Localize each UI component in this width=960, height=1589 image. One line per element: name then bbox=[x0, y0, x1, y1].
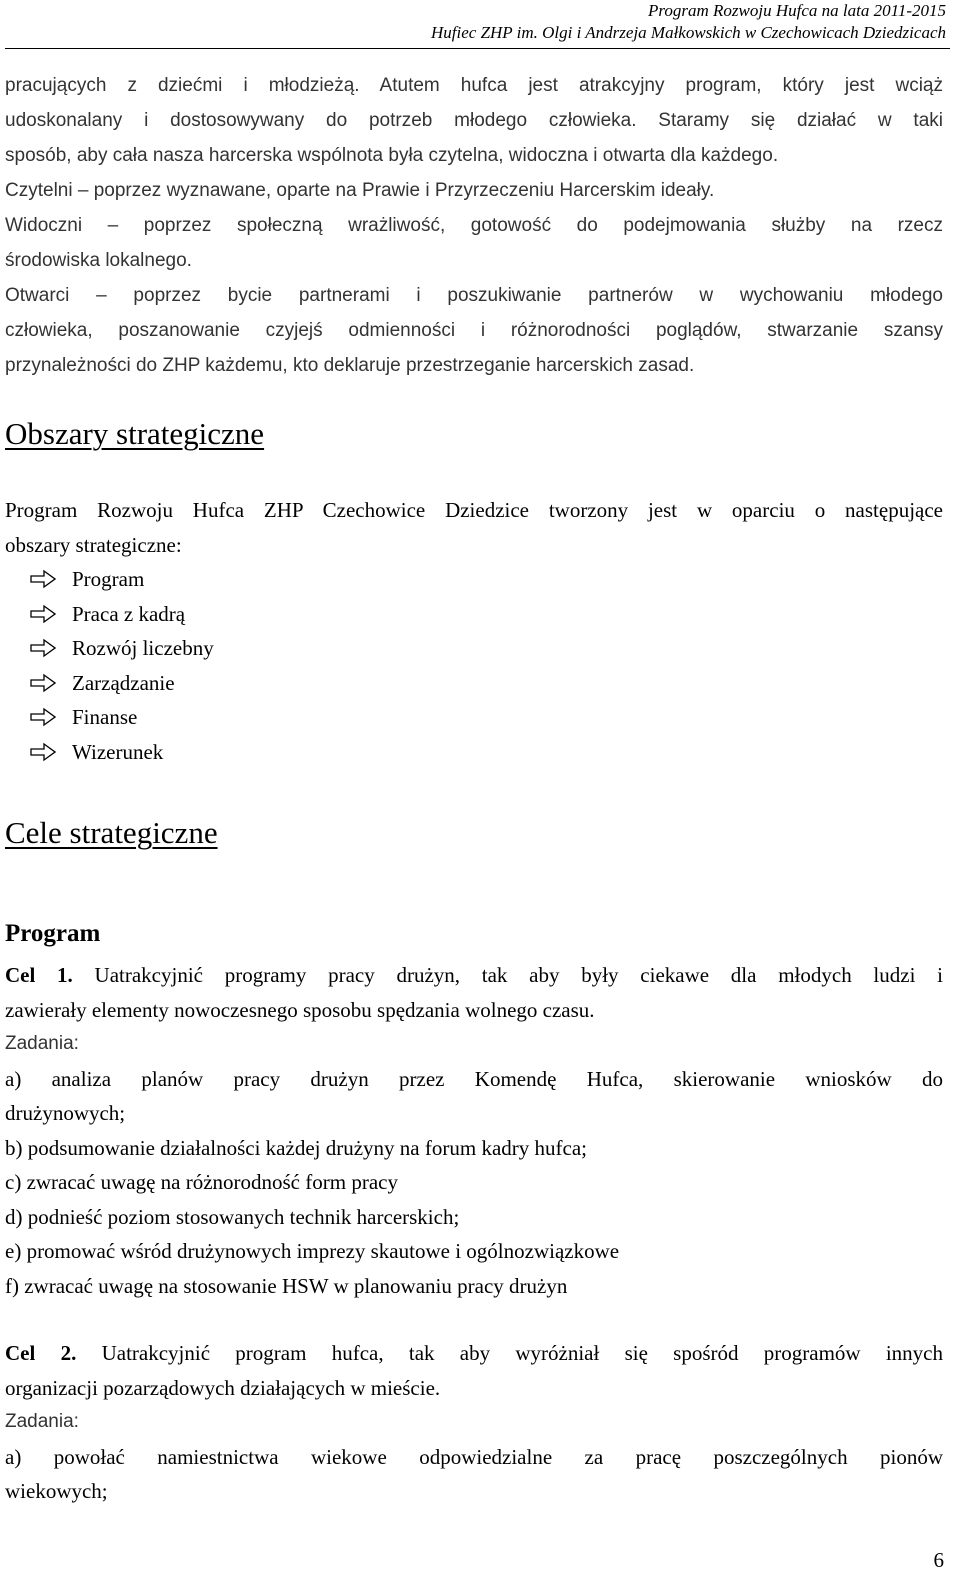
task-item: c) zwracać uwagę na różnorodność form pracy bbox=[5, 1170, 398, 1194]
task-item: b) podsumowanie działalności każdej drużyny na forum kadry hufca; bbox=[5, 1135, 587, 1160]
task-item: drużynowych; bbox=[5, 1101, 126, 1125]
obszary-intro bbox=[5, 493, 943, 562]
text-line: Otwarci – poprzez bycie partnerami i poszukiwanie partnerów w wychowaniu młodego bbox=[5, 285, 943, 306]
section-title-cele: Cele strategiczne bbox=[5, 815, 218, 850]
list-item-label: Finanse bbox=[72, 705, 138, 729]
text-line: Program Rozwoju Hufca ZHP Czechowice Dziedzice tworzony jest w oparciu o następujące bbox=[5, 498, 943, 522]
list-item bbox=[30, 562, 214, 597]
text-line: sposób, aby cała nasza harcerska wspólnota była czytelna, widoczna i otwarta dla każdego. bbox=[5, 145, 779, 166]
intro-paragraph bbox=[5, 68, 943, 383]
text-line: zawierały elementy nowoczesnego sposobu spędzania wolnego czasu. bbox=[5, 997, 595, 1022]
text-line: środowiska lokalnego. bbox=[5, 250, 192, 271]
task-item: e) promować wśród drużynowych imprezy skautowe i ogólnozwiązkowe bbox=[5, 1239, 620, 1263]
list-item-label: Program bbox=[72, 567, 145, 591]
tasks-label: Zadania: bbox=[5, 1411, 79, 1432]
goal-1-label: Cel 1. bbox=[5, 963, 73, 987]
page-header bbox=[431, 0, 946, 44]
page-number: 6 bbox=[933, 1548, 944, 1572]
task-item: f) zwracać uwagę na stosowanie HSW w planowaniu pracy drużyn bbox=[5, 1273, 568, 1298]
text-line: organizacji pozarządowych działających w mieście. bbox=[5, 1375, 441, 1400]
task-item: d) podnieść poziom stosowanych technik harcerskich; bbox=[5, 1204, 460, 1229]
section-title-obszary: Obszary strategiczne bbox=[5, 416, 265, 451]
text-line: Widoczni – poprzez społeczną wrażliwość, gotowość do podejmowania służby na rzecz bbox=[5, 215, 943, 236]
header-divider bbox=[5, 48, 950, 49]
list-item-label: Wizerunek bbox=[72, 739, 164, 764]
text-line: pracujących z dziećmi i młodzieżą. Atutem hufca jest atrakcyjny program, który jest wciąż bbox=[5, 75, 943, 96]
header-title: Program Rozwoju Hufca na lata 2011-2015 bbox=[648, 1, 946, 20]
subsection-title-program: Program bbox=[5, 920, 101, 947]
strategic-areas-list bbox=[30, 562, 214, 769]
text-line: Czytelni – poprzez wyznawane, oparte na Prawie i Przyrzeczeniu Harcerskim ideały. bbox=[5, 180, 715, 201]
list-item-label: Praca z kadrą bbox=[72, 601, 186, 626]
list-item bbox=[30, 631, 214, 666]
arrow-bullet-icon bbox=[30, 638, 56, 658]
list-item bbox=[30, 666, 214, 701]
text-line: udoskonalany i dostosowywany do potrzeb młodego człowieka. Staramy się działać w taki bbox=[5, 110, 943, 131]
arrow-bullet-icon bbox=[30, 569, 56, 589]
list-item bbox=[30, 597, 214, 632]
goal-2-label: Cel 2. bbox=[5, 1341, 77, 1365]
arrow-bullet-icon bbox=[30, 673, 56, 693]
arrow-bullet-icon bbox=[30, 604, 56, 624]
goal-2-text: Uatrakcyjnić program hufca, tak aby wyróżniał się spośród programów innych bbox=[76, 1341, 944, 1365]
goal-2 bbox=[5, 1336, 943, 1509]
list-item-label: Rozwój liczebny bbox=[72, 636, 214, 660]
task-item: wiekowych; bbox=[5, 1479, 108, 1503]
text-line: człowieka, poszanowanie czyjejś odmienności i różnorodności poglądów, stwarzanie szansy bbox=[5, 320, 943, 341]
goal-2-line bbox=[5, 1336, 943, 1371]
arrow-bullet-icon bbox=[30, 742, 56, 762]
tasks-label: Zadania: bbox=[5, 1033, 79, 1054]
task-item: a) analiza planów pracy drużyn przez Komendę Hufca, skierowanie wniosków do bbox=[5, 1066, 943, 1091]
goal-1-text: Uatrakcyjnić programy pracy drużyn, tak aby były ciekawe dla młodych ludzi i bbox=[72, 963, 943, 987]
arrow-bullet-icon bbox=[30, 707, 56, 727]
task-item: a) powołać namiestnictwa wiekowe odpowiedzialne za pracę poszczególnych pionów bbox=[5, 1444, 943, 1469]
list-item bbox=[30, 700, 214, 735]
text-line: obszary strategiczne: bbox=[5, 532, 182, 557]
header-subtitle: Hufiec ZHP im. Olgi i Andrzeja Małkowskich w Czechowicach Dziedzicach bbox=[431, 23, 946, 42]
list-item bbox=[30, 735, 214, 770]
text-line: przynależności do ZHP każdemu, kto deklaruje przestrzeganie harcerskich zasad. bbox=[5, 355, 695, 376]
goal-1 bbox=[5, 958, 943, 1303]
goal-1-line bbox=[5, 958, 943, 993]
list-item-label: Zarządzanie bbox=[72, 670, 175, 695]
